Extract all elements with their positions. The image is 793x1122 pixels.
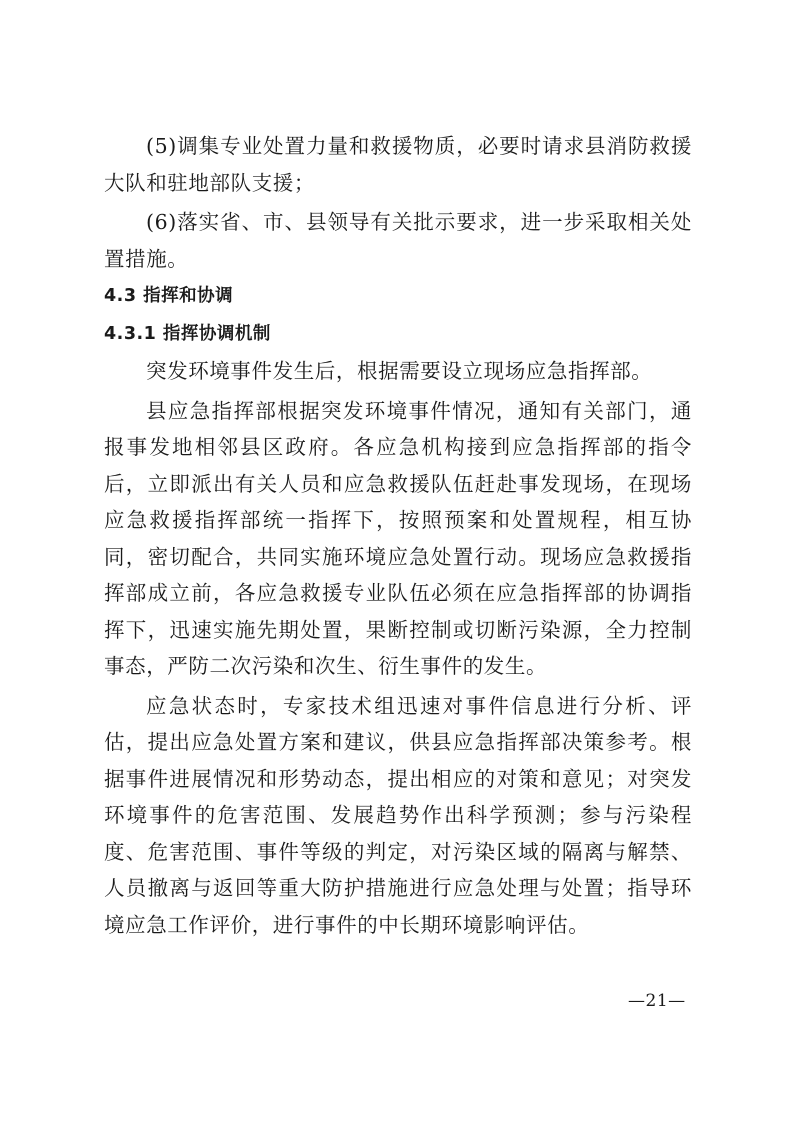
- paragraph-item-6: (6)落实省、市、县领导有关批示要求，进一步采取相关处置措施。: [104, 210, 692, 271]
- document-body: [104, 128, 692, 943]
- section-heading: 4.3 指挥和协调: [104, 286, 234, 306]
- paragraph-coordination: 县应急指挥部根据突发环境事件情况，通知有关部门，通报事发地相邻县区政府。各应急机构接到应急指挥部的指令后，立即派出有关人员和应急救援队伍赶赴事发现场，在现场应急救援指挥部统一指挥下，按照预案和处置规程，相互协同，密切配合，共同实施环境应急处置行动。现场应急救援指挥部成立前，各应急救援专业队伍必须在应急指挥部的协调指挥下，迅速实施先期处置，果断控制或切断污染源，全力控制事态，严防二次污染和次生、衍生事件的发生。: [104, 398, 692, 678]
- paragraph-expert-group: 应急状态时，专家技术组迅速对事件信息进行分析、评估，提出应急处置方案和建议，供县应急指挥部决策参考。根据事件进展情况和形势动态，提出相应的对策和意见；对突发环境事件的危害范围、发展趋势作出科学预测；参与污染程度、危害范围、事件等级的判定，对污染区域的隔离与解禁、人员撤离与返回等重大防护措施进行应急处理与处置；指导环境应急工作评价，进行事件的中长期环境影响评估。: [104, 693, 692, 937]
- subsection-heading: 4.3.1 指挥协调机制: [104, 324, 271, 344]
- page-number: —21—: [628, 991, 686, 1011]
- paragraph-command-setup: 突发环境事件发生后，根据需要设立现场应急指挥部。: [146, 359, 653, 383]
- paragraph-item-5: (5)调集专业处置力量和救援物质，必要时请求县消防救援大队和驻地部队支援；: [104, 134, 692, 195]
